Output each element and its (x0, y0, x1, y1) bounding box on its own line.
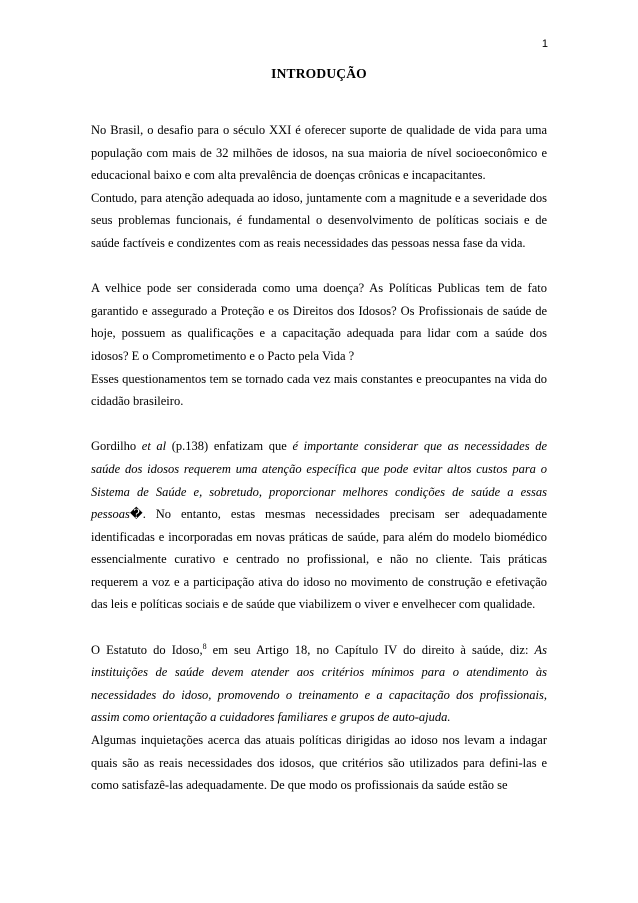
author-name: Gordilho (91, 439, 142, 454)
paragraph-3: A velhice pode ser considerada como uma doença? As Políticas Publicas tem de fato garantido e assegurado a Proteção e os Direitos dos Idosos? Os Profissionais de saúde de hoje, possuem as qualificações e a capacitação adequada para lidar com a saúde dos idosos? E o Comprometimento e o Pacto pela Vida ? (91, 281, 547, 363)
paragraph-1: No Brasil, o desafio para o século XXI é oferecer suporte de qualidade de vida para uma população com mais de 32 milhões de idosos, na sua maioria de nível socioeconômico e educacional baixo e com alta prevalência de doenças crônicas e incapacitantes. (91, 123, 547, 183)
article-reference: em seu Artigo 18, no Capítulo IV do direito à saúde, diz: (206, 642, 535, 657)
citation-intro: (p.138) enfatizam que (166, 439, 293, 454)
page-title: INTRODUÇÃO (271, 66, 367, 81)
page-number: 1 (541, 38, 548, 50)
et-al: et al (141, 439, 167, 454)
paragraph-5 (91, 435, 547, 616)
footnote-marker: 8 (202, 641, 207, 651)
statute-reference: O Estatuto do Idoso, (91, 642, 203, 657)
paragraph-6 (91, 639, 547, 729)
paragraph-5-continuation: �. No entanto, estas mesmas necessidades precisam ser adequadamente identificadas e incorporadas em novas práticas de saúde, para além do modelo biomédico essencialmente curativo e centrado no profissional, e não no cliente. Tais práticas requerem a voz e a participação ativa do idoso no movimento de construção e efetivação das leis e políticas sociais e de saúde que viabilizem o viver e envelhecer com qualidade. (91, 507, 547, 612)
paragraph-2: Contudo, para atenção adequada ao idoso, juntamente com a magnitude e a severidade dos seus problemas funcionais, é fundamental o desenvolvimento de políticas sociais e de saúde factíveis e condizentes com as reais necessidades das pessoas nessa fase da vida. (91, 190, 547, 250)
paragraph-7: Algumas inquietações acerca das atuais políticas dirigidas ao idoso nos levam a indagar quais são as reais necessidades dos idosos, que critérios são utilizados para defini-las e como satisfazê-las adequadamente. De que modo os profissionais da saúde estão se (91, 733, 547, 793)
document-body (91, 119, 547, 797)
paragraph-4: Esses questionamentos tem se tornado cada vez mais constantes e preocupantes na vida do cidadão brasileiro. (91, 371, 547, 409)
quoted-text: é importante considerar que as necessidades de saúde dos idosos requerem uma atenção específica que pode evitar altos custos para o Sistema de Saúde e, sobretudo, proporcionar melhores condições de saúde a essas pessoas (91, 439, 547, 522)
statute-quote: As instituições de saúde devem atender aos critérios mínimos para o atendimento às necessidades do idoso, promovendo o treinamento e a capacitação dos profissionais, assim como orientação a cuidadores familiares e grupos de auto-ajuda. (91, 642, 548, 725)
